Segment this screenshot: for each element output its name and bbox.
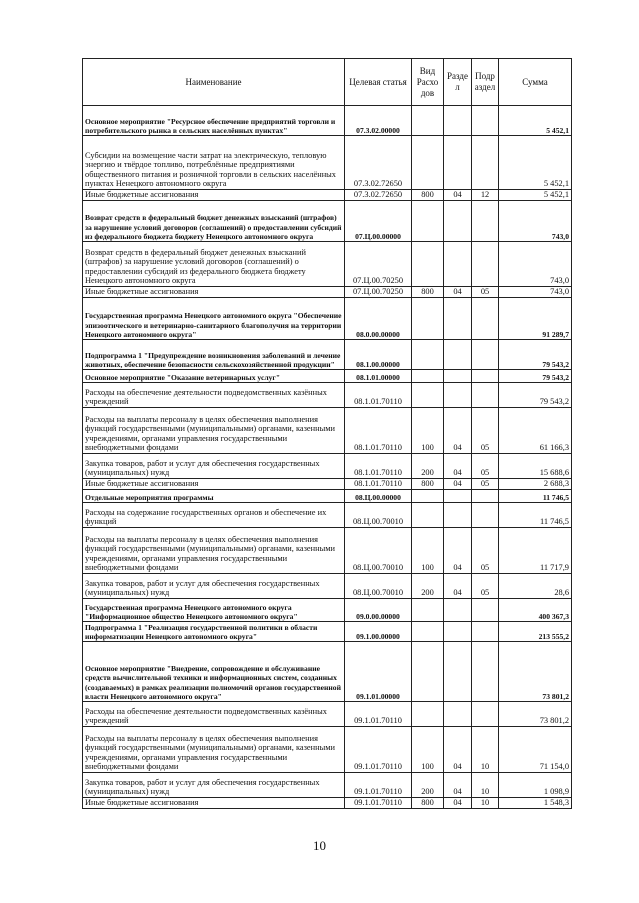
row-target-code: 08.1.01.70110 <box>345 383 412 408</box>
row-section: 04 <box>444 190 472 201</box>
row-section <box>444 383 472 408</box>
row-target-code: 09.1.01.00000 <box>345 642 412 702</box>
row-sum: 73 801,2 <box>499 702 572 727</box>
row-section: 04 <box>444 287 472 298</box>
table-header-row <box>83 59 572 106</box>
row-subsection: 05 <box>472 454 499 479</box>
row-subsection: 10 <box>472 773 499 798</box>
row-target-code: 09.1.00.00000 <box>345 622 412 642</box>
budget-table <box>82 58 572 809</box>
row-section <box>444 503 472 528</box>
table-row <box>83 599 572 622</box>
row-subsection <box>472 340 499 370</box>
col-header-name: Наименование <box>83 59 345 106</box>
table-row <box>83 727 572 773</box>
row-subsection <box>472 242 499 287</box>
row-target-code: 08.1.01.00000 <box>345 370 412 383</box>
row-target-code: 09.1.01.70110 <box>345 702 412 727</box>
row-name: Государственная программа Ненецкого автономного округа "Информационное общество Ненецкого автономного округа" <box>83 599 345 622</box>
row-expense-type: 200 <box>412 574 444 599</box>
row-name: Субсидии на возмещение части затрат на электрическую, тепловую энергию и твёрдое топливо, потреблённые предприятиями общественного питания и розничной торговли в сельских населённых пунктах Ненецкого автономного округа <box>83 136 345 190</box>
row-name: Закупка товаров, работ и услуг для обеспечения государственных (муниципальных) нужд <box>83 773 345 798</box>
row-expense-type <box>412 503 444 528</box>
row-expense-type: 100 <box>412 408 444 454</box>
row-subsection <box>472 490 499 503</box>
row-section: 04 <box>444 408 472 454</box>
page-number: 10 <box>313 838 326 853</box>
row-sum: 5 452,1 <box>499 106 572 136</box>
table-row <box>83 242 572 287</box>
row-expense-type <box>412 298 444 340</box>
row-subsection <box>472 622 499 642</box>
row-expense-type: 200 <box>412 454 444 479</box>
row-section: 04 <box>444 798 472 809</box>
row-section <box>444 298 472 340</box>
row-subsection <box>472 383 499 408</box>
row-target-code: 07.3.02.00000 <box>345 106 412 136</box>
row-section <box>444 340 472 370</box>
row-sum: 91 289,7 <box>499 298 572 340</box>
row-expense-type: 200 <box>412 773 444 798</box>
row-sum: 61 166,3 <box>499 408 572 454</box>
row-expense-type <box>412 490 444 503</box>
row-target-code: 08.1.00.00000 <box>345 340 412 370</box>
table-row <box>83 642 572 702</box>
row-name: Расходы на обеспечение деятельности подведомственных казённых учреждений <box>83 702 345 727</box>
row-subsection: 05 <box>472 574 499 599</box>
table-row <box>83 454 572 479</box>
row-name: Подпрограмма 1 "Предупреждение возникновения заболеваний и лечение животных, обеспечение безопасности сельскохозяйственной продукции" <box>83 340 345 370</box>
row-expense-type <box>412 242 444 287</box>
row-expense-type: 800 <box>412 287 444 298</box>
row-target-code: 08.Ц.00.70010 <box>345 503 412 528</box>
row-expense-type: 800 <box>412 190 444 201</box>
row-target-code: 08.1.01.70110 <box>345 479 412 490</box>
row-target-code: 08.Ц.00.70010 <box>345 574 412 599</box>
table-row <box>83 408 572 454</box>
row-expense-type: 100 <box>412 727 444 773</box>
row-subsection <box>472 136 499 190</box>
col-header-subsection: Подр аздел <box>472 59 499 106</box>
row-name: Закупка товаров, работ и услуг для обеспечения государственных (муниципальных) нужд <box>83 454 345 479</box>
table-row <box>83 383 572 408</box>
row-expense-type <box>412 136 444 190</box>
row-expense-type <box>412 702 444 727</box>
row-section <box>444 622 472 642</box>
row-name: Иные бюджетные ассигнования <box>83 479 345 490</box>
table-row <box>83 490 572 503</box>
row-sum: 11 746,5 <box>499 490 572 503</box>
row-sum: 743,0 <box>499 201 572 242</box>
table-row <box>83 340 572 370</box>
row-section <box>444 702 472 727</box>
row-sum: 2 688,3 <box>499 479 572 490</box>
row-expense-type <box>412 201 444 242</box>
row-target-code: 09.1.01.70110 <box>345 727 412 773</box>
row-subsection: 05 <box>472 528 499 574</box>
row-sum: 5 452,1 <box>499 190 572 201</box>
row-sum: 71 154,0 <box>499 727 572 773</box>
row-subsection <box>472 642 499 702</box>
row-sum: 5 452,1 <box>499 136 572 190</box>
row-sum: 11 746,5 <box>499 503 572 528</box>
row-expense-type: 800 <box>412 479 444 490</box>
table-row <box>83 479 572 490</box>
row-target-code: 07.3.02.72650 <box>345 190 412 201</box>
row-sum: 73 801,2 <box>499 642 572 702</box>
row-name: Закупка товаров, работ и услуг для обеспечения государственных (муниципальных) нужд <box>83 574 345 599</box>
row-sum: 15 688,6 <box>499 454 572 479</box>
row-section: 04 <box>444 574 472 599</box>
table-row <box>83 136 572 190</box>
row-subsection <box>472 503 499 528</box>
row-name: Основное мероприятие "Ресурсное обеспечение предприятий торговли и потребительского рынка в сельских населённых пунктах" <box>83 106 345 136</box>
row-sum: 79 543,2 <box>499 383 572 408</box>
row-name: Иные бюджетные ассигнования <box>83 287 345 298</box>
row-sum: 743,0 <box>499 242 572 287</box>
row-expense-type <box>412 642 444 702</box>
row-subsection: 05 <box>472 479 499 490</box>
row-subsection: 10 <box>472 727 499 773</box>
row-sum: 1 098,9 <box>499 773 572 798</box>
row-name: Государственная программа Ненецкого автономного округа "Обеспечение эпизоотического и ветеринарно-санитарного благополучия на территории Ненецкого автономного округа" <box>83 298 345 340</box>
row-name: Расходы на выплаты персоналу в целях обеспечения выполнения функций государственными (муниципальными) органами, казенными учреждениями, органами управления государственными внебюджетными фондами <box>83 408 345 454</box>
table-row <box>83 503 572 528</box>
row-name: Расходы на выплаты персоналу в целях обеспечения выполнения функций государственными (муниципальными) органами, казенными учреждениями, органами управления государственными внебюджетными фондами <box>83 528 345 574</box>
row-section: 04 <box>444 727 472 773</box>
row-target-code: 07.Ц.00.70250 <box>345 287 412 298</box>
col-header-expense-type: Вид Расхо дов <box>412 59 444 106</box>
row-expense-type <box>412 622 444 642</box>
row-name: Подпрограмма 1 "Реализация государственной политики в области информатизации Ненецкого автономного округа" <box>83 622 345 642</box>
row-section: 04 <box>444 454 472 479</box>
row-subsection: 05 <box>472 287 499 298</box>
row-target-code: 07.Ц.00.70250 <box>345 242 412 287</box>
row-section <box>444 599 472 622</box>
row-target-code: 07.Ц.00.00000 <box>345 201 412 242</box>
row-subsection <box>472 106 499 136</box>
row-sum: 743,0 <box>499 287 572 298</box>
row-section: 04 <box>444 479 472 490</box>
row-sum: 1 548,3 <box>499 798 572 809</box>
row-name: Основное мероприятие "Оказание ветеринарных услуг" <box>83 370 345 383</box>
row-subsection <box>472 599 499 622</box>
table-row <box>83 298 572 340</box>
col-header-sum: Сумма <box>499 59 572 106</box>
row-target-code: 08.1.01.70110 <box>345 454 412 479</box>
row-target-code: 08.Ц.00.70010 <box>345 528 412 574</box>
table-row <box>83 574 572 599</box>
row-name: Возврат средств в федеральный бюджет денежных взысканий (штрафов) за нарушение условий договоров (соглашений) о предоставлении субсидий из федерального бюджета бюджету Ненецкого автономного округа <box>83 242 345 287</box>
row-subsection <box>472 702 499 727</box>
row-expense-type: 100 <box>412 528 444 574</box>
row-name: Иные бюджетные ассигнования <box>83 798 345 809</box>
table-row <box>83 190 572 201</box>
row-section <box>444 201 472 242</box>
row-expense-type <box>412 599 444 622</box>
row-target-code: 09.1.01.70110 <box>345 798 412 809</box>
row-section <box>444 106 472 136</box>
row-name: Расходы на обеспечение деятельности подведомственных казённых учреждений <box>83 383 345 408</box>
row-expense-type: 800 <box>412 798 444 809</box>
table-body <box>83 106 572 809</box>
table-row <box>83 622 572 642</box>
row-expense-type <box>412 106 444 136</box>
row-section <box>444 370 472 383</box>
row-sum: 79 543,2 <box>499 370 572 383</box>
table-row <box>83 702 572 727</box>
table-row <box>83 287 572 298</box>
row-section <box>444 642 472 702</box>
row-name: Возврат средств в федеральный бюджет денежных взысканий (штрафов) за нарушение условий договоров (соглашений) о предоставлении субсидий из федерального бюджета бюджету Ненецкого автономного округа <box>83 201 345 242</box>
row-subsection: 05 <box>472 408 499 454</box>
table-row <box>83 798 572 809</box>
row-target-code: 08.0.00.00000 <box>345 298 412 340</box>
row-sum: 11 717,9 <box>499 528 572 574</box>
row-subsection: 10 <box>472 798 499 809</box>
row-sum: 79 543,2 <box>499 340 572 370</box>
row-section <box>444 136 472 190</box>
table-row <box>83 773 572 798</box>
table-row <box>83 370 572 383</box>
row-subsection: 12 <box>472 190 499 201</box>
row-section: 04 <box>444 773 472 798</box>
row-subsection <box>472 370 499 383</box>
row-target-code: 09.1.01.70110 <box>345 773 412 798</box>
row-section <box>444 490 472 503</box>
row-section: 04 <box>444 528 472 574</box>
row-target-code: 08.Ц.00.00000 <box>345 490 412 503</box>
budget-table-sheet <box>82 58 571 809</box>
row-name: Расходы на выплаты персоналу в целях обеспечения выполнения функций государственными (муниципальными) органами, казенными учреждениями, органами управления государственными внебюджетными фондами <box>83 727 345 773</box>
row-name: Основное мероприятие "Внедрение, сопровождение и обслуживание средств вычислительной техники и информационных систем, созданных (создаваемых) в рамках реализации полномочий органов государственной власти Ненецкого автономного округа" <box>83 642 345 702</box>
row-name: Отдельные мероприятия программы <box>83 490 345 503</box>
table-row <box>83 201 572 242</box>
row-expense-type <box>412 370 444 383</box>
row-name: Расходы на содержание государственных органов и обеспечение их функций <box>83 503 345 528</box>
row-subsection <box>472 298 499 340</box>
row-target-code: 08.1.01.70110 <box>345 408 412 454</box>
row-target-code: 09.0.00.00000 <box>345 599 412 622</box>
table-row <box>83 106 572 136</box>
table-row <box>83 528 572 574</box>
row-subsection <box>472 201 499 242</box>
row-expense-type <box>412 383 444 408</box>
row-name: Иные бюджетные ассигнования <box>83 190 345 201</box>
col-header-target: Целевая статья <box>345 59 412 106</box>
row-sum: 400 367,3 <box>499 599 572 622</box>
row-sum: 28,6 <box>499 574 572 599</box>
row-expense-type <box>412 340 444 370</box>
row-section <box>444 242 472 287</box>
row-sum: 213 555,2 <box>499 622 572 642</box>
row-target-code: 07.3.02.72650 <box>345 136 412 190</box>
col-header-section: Разде л <box>444 59 472 106</box>
